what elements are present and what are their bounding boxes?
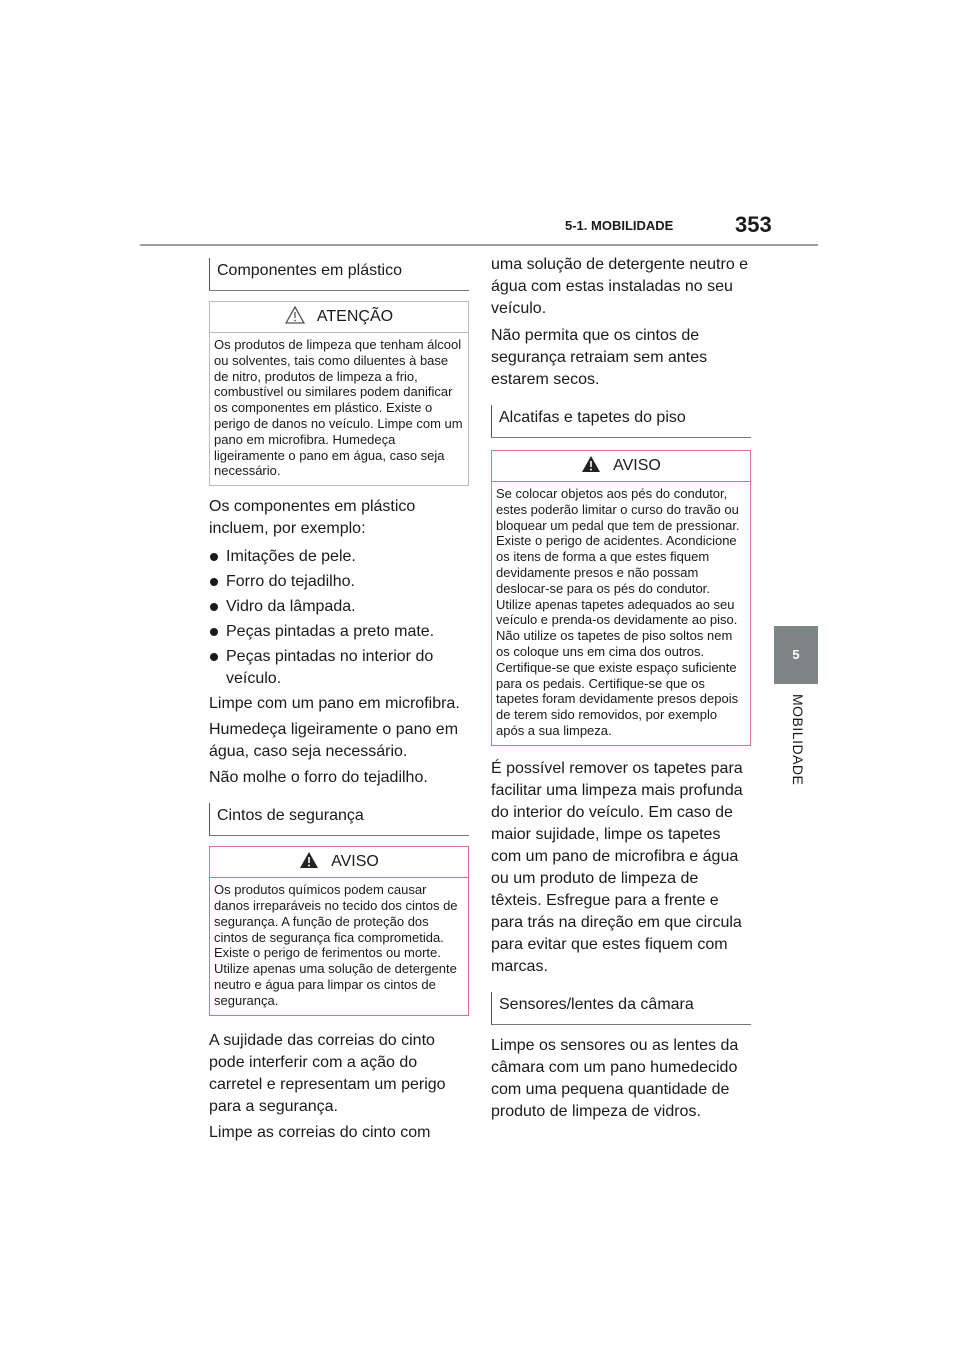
plastic-list-item — [209, 596, 469, 618]
sensors-paragraph: Limpe os sensores ou as lentes da câmara com um pano humedecido com uma pequena quantidade de produto de limpeza de vidros. — [491, 1036, 739, 1120]
mats-notice-text: Se colocar objetos aos pés do condutor, estes poderão limitar o curso do travão ou bloquear um pedal que tem de pressionar. Existe o perigo de acidentes. Acondicione os itens de forma a que estes fiquem devidamente presos e não possam deslocar-se para os pés do condutor. Utilize apenas tapetes adequados ao seu veículo e prenda-os devidamente ao piso. Não utilize os tapetes de piso soltos nem os coloque uns em cima dos outros. Certifique-se que existe espaço suficiente para os pedais. Certifique-se que os tapetes foram devidamente presos depois de terem sido removidos, por exemplo após a sua limpeza. — [496, 486, 740, 738]
left-column — [209, 258, 469, 1144]
belts-paragraph-2: Limpe as correias do cinto com — [209, 1123, 431, 1141]
right-column — [491, 254, 751, 1123]
plastic-list-item-text: Forro do tejadilho. — [226, 573, 355, 591]
plastic-list-item — [209, 646, 469, 690]
section-heading-belts: Cintos de segurança — [209, 803, 469, 836]
attention-box-header — [210, 302, 468, 333]
bullet-icon — [210, 553, 218, 561]
attention-box — [209, 301, 469, 486]
bullet-icon — [210, 603, 218, 611]
warning-triangle-outline-icon — [285, 306, 305, 324]
belts-paragraph-1: A sujidade das correias do cinto pode interferir com a ação do carretel e representam um perigo para a segurança. — [209, 1031, 446, 1115]
chapter-tab: 5 — [774, 626, 818, 684]
mats-notice-box — [491, 450, 751, 746]
plastic-items-list — [209, 546, 469, 690]
section-heading-plastic: Componentes em plástico — [209, 258, 469, 291]
chapter-side-label: MOBILIDADE — [790, 694, 806, 786]
warning-triangle-icon — [299, 851, 319, 869]
running-header-section: 5-1. MOBILIDADE — [565, 218, 674, 233]
warning-triangle-icon — [581, 455, 601, 473]
belts-notice-header — [210, 847, 468, 878]
page-number: 353 — [735, 212, 772, 237]
plastic-paragraph-3: Não molhe o forro do tejadilho. — [209, 769, 428, 787]
plastic-intro: Os componentes em plástico incluem, por exemplo: — [209, 498, 416, 538]
attention-title: ATENÇÃO — [316, 308, 394, 325]
bullet-icon — [210, 578, 218, 586]
plastic-list-item — [209, 546, 469, 568]
belts-notice-title: AVISO — [331, 853, 379, 871]
belts-notice-box — [209, 846, 469, 1015]
mats-paragraph: É possível remover os tapetes para facilitar uma limpeza mais profunda do interior do veículo. Em caso de maior sujidade, limpe os tapetes com um pano de microfibra e água ou um produto de limpeza de têxteis. Esfregue para a frente e para trás na direção em que circula para evitar que estes fiquem com marcas. — [491, 759, 743, 975]
attention-text: Os produtos de limpeza que tenham álcool ou solventes, tais como diluentes à base de nitro, produtos de limpeza a frio, combustível ou similares podem danificar os componentes em plástico. Existe o perigo de danos no veículo. Limpe com um pano em microfibra. Humedeça ligeiramente o pano em água, caso seja necessário. — [214, 337, 463, 479]
plastic-list-item-text: Imitações de pele. — [226, 548, 356, 566]
plastic-list-item-text: Peças pintadas no interior do veículo. — [226, 648, 434, 688]
mats-notice-header — [492, 451, 750, 482]
plastic-paragraph-2: Humedeça ligeiramente o pano em água, caso seja necessário. — [209, 721, 459, 761]
header-rule — [140, 244, 818, 246]
plastic-paragraph-1: Limpe com um pano em microfibra. — [209, 695, 460, 713]
plastic-list-item — [209, 621, 469, 643]
plastic-list-item-text: Vidro da lâmpada. — [226, 598, 356, 616]
plastic-list-item — [209, 571, 469, 593]
mats-notice-title: AVISO — [613, 457, 661, 474]
belts-paragraph-3: Não permita que os cintos de segurança retraiam sem antes estarem secos. — [491, 327, 708, 388]
belts-notice-text: Os produtos químicos podem causar danos irreparáveis no tecido dos cintos de segurança. A função de proteção dos cintos de segurança fica comprometida. Existe o perigo de ferimentos ou morte. Utilize apenas uma solução de detergente neutro e água para limpar os cintos de segurança. — [214, 882, 458, 1008]
section-heading-mats: Alcatifas e tapetes do piso — [491, 405, 751, 438]
bullet-icon — [210, 628, 218, 636]
plastic-list-item-text: Peças pintadas a preto mate. — [226, 623, 435, 641]
belts-continuation: uma solução de detergente neutro e água com estas instaladas no seu veículo. — [491, 256, 749, 317]
bullet-icon — [210, 653, 218, 661]
section-heading-sensors: Sensores/lentes da câmara — [491, 992, 751, 1025]
